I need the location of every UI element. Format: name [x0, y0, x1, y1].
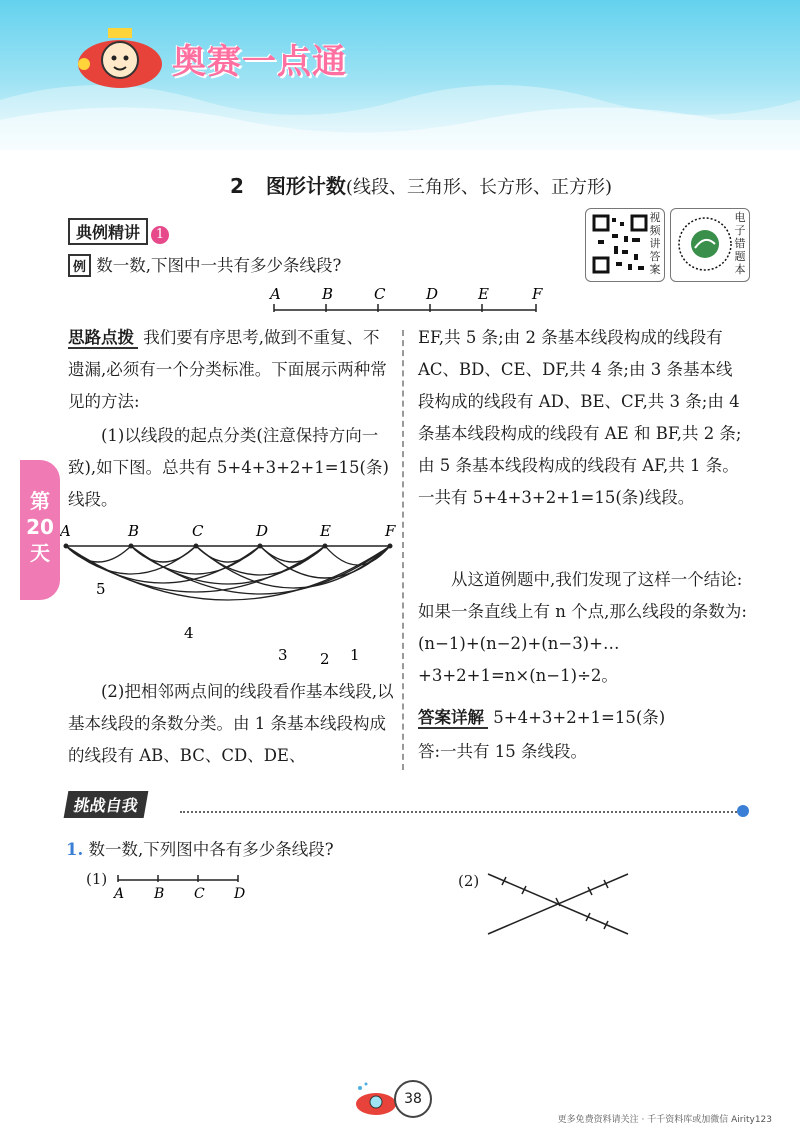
qr-video-caption: 视频讲答案 [649, 211, 661, 276]
qr-code-icon [677, 214, 733, 274]
answer-line: 5+4+3+2+1=15(条) [493, 708, 666, 727]
segment-diagram [260, 282, 560, 322]
arc-count-label: 2 [320, 650, 330, 668]
point-label: C [374, 285, 386, 303]
point-label: A [270, 285, 281, 303]
section-subtitle: (线段、三角形、长方形、正方形) [345, 177, 612, 198]
qr-code-icon [592, 214, 648, 274]
footer-note: 更多免费资料请关注 · 千千资料库或加微信 Airity123 [557, 1115, 772, 1125]
fig2-label: (2) [458, 872, 480, 890]
answer-block [418, 702, 748, 734]
right-paragraph-1: EF,共 5 条;由 2 条基本线段构成的线段有 AC、BD、CE、DF,共 4 条;由 3 条基本线段构成的线段有 AD、BE、CF,共 3 条;由 4 条基本线段构成的线段有 AE 和 BF,共 2 条;由 5 条基本线段构成的线段有 AF,共 1 条。一共有 5+4+3+2+1=15(条)线段。 [418, 328, 742, 507]
example-question [68, 252, 341, 277]
left-paragraph-3: (2)把相邻两点间的线段看作基本线段,以基本线段的条数分类。由 1 条基本线段构成的线段有 AB、BC、CD、DE、 [68, 682, 394, 765]
arc-count-label: 4 [184, 624, 194, 642]
header-banner [0, 0, 800, 150]
section-title [230, 170, 612, 199]
mini-submarine-icon [352, 1080, 400, 1120]
arc-count-label: 3 [278, 646, 288, 664]
point-label: B [128, 522, 140, 540]
answer-final: 答:一共有 15 条线段。 [418, 742, 588, 761]
question-number: 1. [66, 840, 84, 859]
left-paragraph-2: (1)以线段的起点分类(注意保持方向一致),如下图。总共有 5+4+3+2+1=15(条)线段。 [68, 426, 389, 509]
point-label: F [532, 285, 543, 303]
point-label: F [385, 522, 396, 540]
example-question-text: 数一数,下图中一共有多少条线段? [96, 256, 342, 275]
arc-diagram [58, 518, 403, 674]
fig1-segment [112, 866, 252, 902]
point-label: B [322, 285, 334, 303]
divider-dot [737, 805, 749, 817]
qr-video-answer[interactable] [585, 208, 665, 282]
example-tag [68, 218, 169, 245]
submarine-mascot-icon [70, 22, 170, 94]
hint-text: 我们要有序思考,做到不重复、不遗漏,必须有一个分类标准。下面展示两种常见的方法: [68, 328, 387, 411]
section-number: 2 [230, 174, 244, 198]
challenge-question-1 [66, 836, 334, 860]
page-number: 38 [394, 1080, 432, 1118]
right-paragraph-2: 从这道例题中,我们发现了这样一个结论:如果一条直线上有 n 个点,那么线段的条数为:(n−1)+(n−2)+(n−3)+…+3+2+1=n×(n−1)÷2。 [418, 570, 747, 685]
example-tag-number: 1 [151, 226, 169, 244]
banner-title: 奥赛一点通 [172, 42, 347, 82]
column-divider [402, 330, 404, 770]
point-label: D [256, 522, 269, 540]
answer-label: 答案详解 [418, 708, 488, 729]
arc-count-label: 1 [350, 646, 360, 664]
fig1-label: (1) [86, 870, 108, 888]
example-question-tag: 例 [68, 254, 91, 277]
question-text: 数一数,下列图中各有多少条线段? [88, 840, 334, 859]
point-label: D [234, 886, 246, 902]
point-label: C [194, 886, 205, 902]
point-label: C [192, 522, 204, 540]
point-label: E [320, 522, 331, 540]
point-label: E [478, 285, 489, 303]
example-tag-label: 典例精讲 [68, 218, 148, 245]
point-label: D [426, 285, 439, 303]
point-label: A [114, 886, 125, 902]
challenge-divider [180, 811, 740, 813]
day-side-tab: 第20天 [20, 460, 60, 600]
point-label: A [60, 522, 71, 540]
arc-count-label: 5 [96, 580, 106, 598]
point-label: B [154, 886, 165, 902]
left-paragraph-1 [68, 322, 394, 418]
challenge-header: 挑战自我 [64, 791, 149, 818]
section-title-text: 图形计数 [265, 174, 346, 198]
fig2-crossing-lines [480, 866, 640, 940]
qr-error-book[interactable] [670, 208, 750, 282]
qr-error-caption: 电子错题本 [734, 211, 746, 276]
hint-label: 思路点拨 [68, 328, 138, 349]
